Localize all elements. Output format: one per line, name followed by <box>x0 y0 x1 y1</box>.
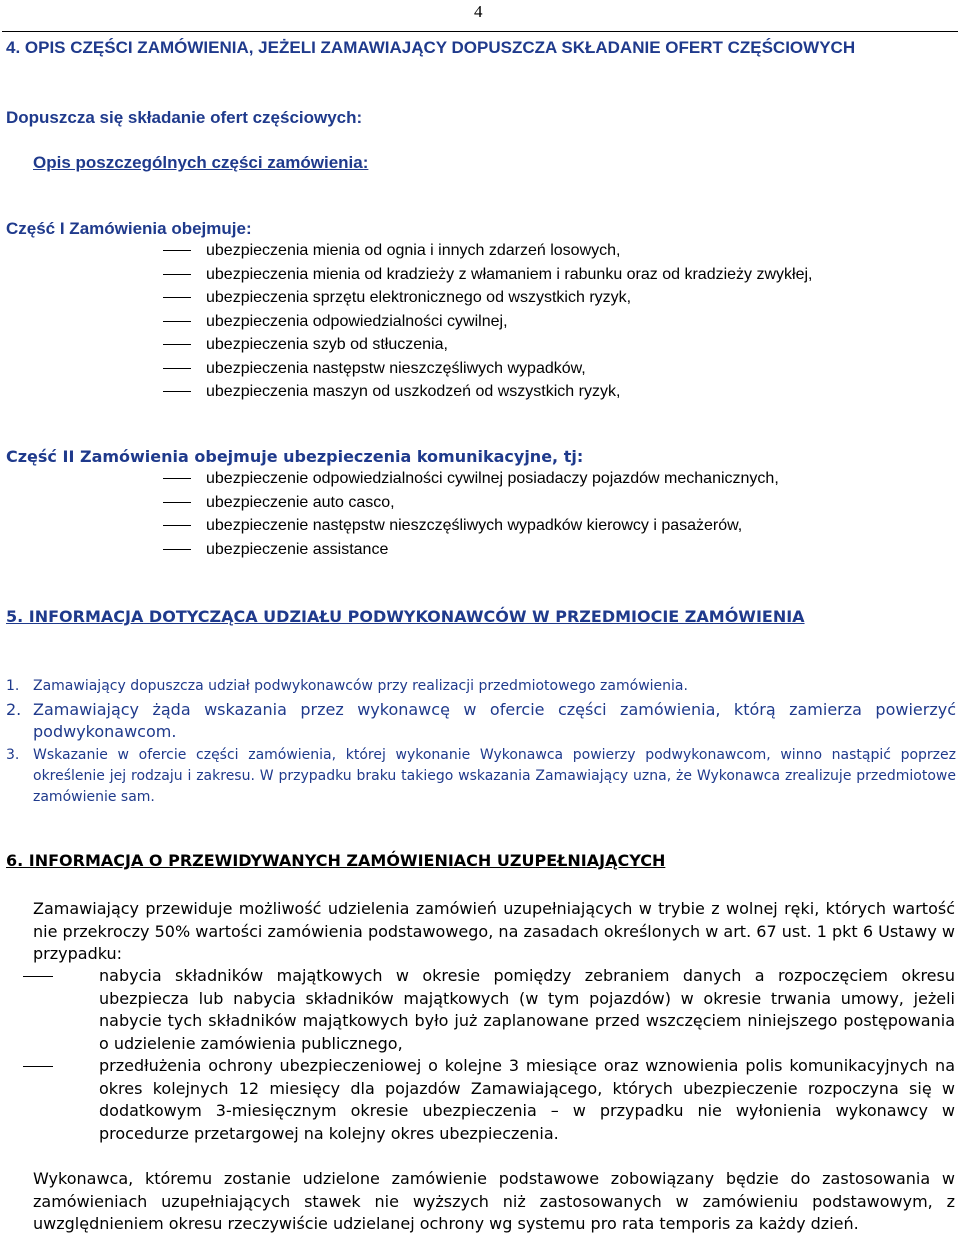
list-item: ubezpieczenie odpowiedzialności cywilnej posiadaczy pojazdów mechanicznych, <box>206 467 779 491</box>
dash-bullet <box>163 478 191 479</box>
dash-bullet <box>163 549 191 550</box>
dash-bullet <box>163 250 191 251</box>
list-item: ubezpieczenie auto casco, <box>206 491 779 515</box>
dash-bullet <box>163 344 191 345</box>
part2-list <box>206 467 779 561</box>
list-item: ubezpieczenia odpowiedzialności cywilnej, <box>206 310 813 334</box>
section5-title: 5. INFORMACJA DOTYCZĄCA UDZIAŁU PODWYKONAWCÓW W PRZEDMIOCIE ZAMÓWIENIA <box>6 607 805 626</box>
part1-title: Część I Zamówienia obejmuje: <box>6 219 252 238</box>
list-item: ubezpieczenie assistance <box>206 538 779 562</box>
dash-bullet <box>163 321 191 322</box>
list-item: ubezpieczenia maszyn od uszkodzeń od wszystkich ryzyk, <box>206 380 813 404</box>
dash-bullet <box>23 976 53 977</box>
list-item: nabycia składników majątkowych w okresie pomiędzy zebraniem danych a rozpoczęciem okresu ubezpiecza lub nabycia składników majątkowych (w tym pojazdów) w okresie trwania umowy, jeżeli nabycie tych składników majątkowych było już zaplanowane przed wszczęciem niniejszego postępowania o udzielenie zamówienia publicznego, <box>99 965 955 1055</box>
section6-list <box>99 965 955 1145</box>
dash-bullet <box>163 391 191 392</box>
dash-bullet <box>163 502 191 503</box>
section4-title: 4. OPIS CZĘŚCI ZAMÓWIENIA, JEŻELI ZAMAWIAJĄCY DOPUSZCZA SKŁADANIE OFERT CZĘŚCIOWYCH <box>6 38 856 57</box>
section6-closing: Wykonawca, któremu zostanie udzielone zamówienie podstawowe zobowiązany będzie do zastosowania w zamówieniach uzupełniających stawek nie wyższych niż zastosowanych w zamówieniu podstawowym, z uwzględnieniem okresu rzeczywiście udzielanej ochrony wg systemu pro rata temporis za każdy dzień. <box>33 1169 955 1233</box>
partial-offers-heading: Dopuszcza się składanie ofert częściowych: <box>6 108 363 127</box>
list-item: przedłużenia ochrony ubezpieczeniowej o kolejne 3 miesiące oraz wznowienia polis komunikacyjnych na okres kolejnych 12 miesięcy dla pojazdów Zamawiającego, których ubezpieczenie rozpoczyna się w dodatkowym 3-miesięcznym okresie ubezpieczenia – w przypadku nie wyłonienia wykonawcy w procedurze przetargowej na kolejny okres ubezpieczenia. <box>99 1055 955 1145</box>
list-item: ubezpieczenia szyb od stłuczenia, <box>206 333 813 357</box>
section5-list <box>6 676 956 810</box>
part2-title: Część II Zamówienia obejmuje ubezpieczenia komunikacyjne, tj: <box>6 447 584 466</box>
dash-bullet <box>163 525 191 526</box>
list-item: ubezpieczenie następstw nieszczęśliwych wypadków kierowcy i pasażerów, <box>206 514 779 538</box>
page-number: 4 <box>474 2 483 21</box>
list-item: ubezpieczenia mienia od ognia i innych zdarzeń losowych, <box>206 239 813 263</box>
parts-description-heading: Opis poszczególnych części zamówienia: <box>33 153 369 172</box>
dash-bullet <box>23 1066 53 1067</box>
list-item: 2. Zamawiający żąda wskazania przez wykonawcę w ofercie części zamówienia, którą zamierza powierzyć podwykonawcom. <box>6 700 956 741</box>
list-item: ubezpieczenia sprzętu elektronicznego od wszystkich ryzyk, <box>206 286 813 310</box>
list-item: ubezpieczenia następstw nieszczęśliwych wypadków, <box>206 357 813 381</box>
dash-bullet <box>163 274 191 275</box>
section6-title: 6. INFORMACJA O PRZEWIDYWANYCH ZAMÓWIENIACH UZUPEŁNIAJĄCYCH <box>6 851 666 870</box>
section6-intro: Zamawiający przewiduje możliwość udzielenia zamówień uzupełniających w trybie z wolnej ręki, których wartość nie przekroczy 50% wartości zamówienia podstawowego, na zasadach określonych w art. 67 ust. 1 pkt 6 Ustawy w przypadku: <box>33 899 955 963</box>
list-item: 1. Zamawiający dopuszcza udział podwykonawców przy realizacji przedmiotowego zamówienia. <box>6 678 688 694</box>
part1-list <box>206 239 813 404</box>
list-item: ubezpieczenia mienia od kradzieży z włamaniem i rabunku oraz od kradzieży zwykłej, <box>206 263 813 287</box>
dash-bullet <box>163 368 191 369</box>
header-rule <box>2 31 958 32</box>
dash-bullet <box>163 297 191 298</box>
list-item: 3. Wskazanie w ofercie części zamówienia, której wykonanie Wykonawca powierzy podwykonawcom, winno nastąpić poprzez określenie jej rodzaju i zakresu. W przypadku braku takiego wskazania Zamawiający uzna, że Wykonawca zrealizuje przedmiotowe zamówienie sam. <box>6 747 956 805</box>
